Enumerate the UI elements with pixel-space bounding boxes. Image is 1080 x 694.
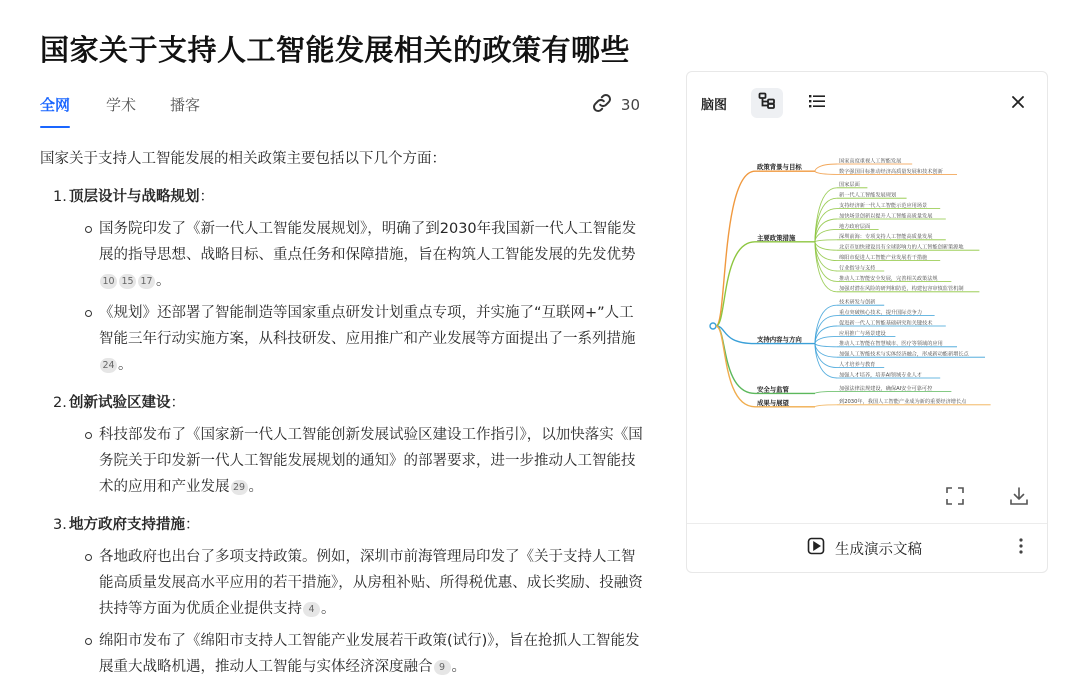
mindmap-branch-label[interactable]: 政策背景与目标: [757, 163, 802, 172]
mindmap-root-node: [710, 323, 716, 329]
mindmap-leaf-label[interactable]: 加强人才培养，培养AI领域专业人才: [839, 372, 922, 379]
mindmap-leaf-label[interactable]: 国家高度重视人工智能发展: [839, 158, 902, 165]
mindmap-leaf-label[interactable]: 绵阳市促进人工智能产业发展若干措施: [839, 255, 928, 261]
answer-intro: 国家关于支持人工智能发展的相关政策主要包括以下几个方面：: [40, 151, 446, 167]
item-text: 各地政府也出台了多项支持政策。例如，深圳市前海管理局印发了《关于支持人工智能高质量发展高水平应用的若干措施》，从房租补贴、所得税优惠、成长奖励、投融资扶持等方面为优质企业提供支持: [99, 549, 643, 617]
mindmap-branch-label[interactable]: 安全与监管: [757, 385, 789, 394]
mindmap-leaf-label[interactable]: 应用推广与场景建设: [839, 330, 886, 337]
more-options-button[interactable]: [1011, 536, 1031, 560]
mindmap-leaf-link: [815, 391, 837, 393]
mindmap-leaf-label[interactable]: 北京市加快建设具有全球影响力的人工智能创新策源地: [839, 244, 964, 251]
close-icon: [1011, 94, 1025, 113]
download-button[interactable]: [1005, 484, 1033, 512]
section-title: 创新试验区建设: [69, 395, 171, 411]
list-icon: [808, 92, 826, 114]
mindmap-leaf-label[interactable]: 重点突破核心技术，提升国际竞争力: [839, 310, 923, 316]
mindmap-leaf-label[interactable]: 加快场景创新以提升人工智能高质量发展: [839, 213, 933, 220]
mindmap-leaf-link: [815, 242, 837, 250]
section-number: 1.: [53, 189, 67, 205]
close-panel-button[interactable]: [1005, 90, 1031, 116]
mindmap-leaf-label[interactable]: 行业指导与支持: [839, 265, 876, 272]
mindmap-branch-label[interactable]: 成果与展望: [757, 398, 789, 407]
mindmap-leaf-label[interactable]: 促进新一代人工智能基础研究和关键技术: [839, 320, 933, 327]
mindmap-panel: [686, 71, 1048, 573]
mindmap-branch-link: [716, 171, 755, 326]
citation-badge[interactable]: 15: [119, 274, 136, 289]
section-heading: [40, 512, 646, 538]
item-end: 。: [248, 479, 263, 495]
page-title: 国家关于支持人工智能发展相关的政策有哪些: [40, 33, 631, 67]
item-end: 。: [451, 659, 466, 675]
section-number: 2.: [53, 395, 67, 411]
section-items: [40, 216, 646, 378]
section-heading: [40, 390, 646, 416]
mindmap-leaf-label[interactable]: 技术研发与创新: [839, 299, 876, 306]
generate-presentation-button[interactable]: [807, 537, 922, 559]
mindmap-leaf-label[interactable]: 深圳前海：专项支持人工智能高质量发展: [839, 234, 933, 241]
citation-badge[interactable]: 17: [138, 274, 155, 289]
sources-button[interactable]: [591, 92, 640, 118]
mindmap-branch-link: [716, 242, 755, 326]
citation-badge[interactable]: 9: [434, 660, 451, 675]
item-end: 。: [156, 273, 171, 289]
citation-badge[interactable]: 10: [100, 274, 117, 289]
list-item: [99, 628, 646, 680]
more-vertical-icon: [1019, 538, 1023, 558]
mindmap-leaf-label[interactable]: 加强对潜在风险的研判和防范，构建包容审慎监管机制: [839, 286, 964, 293]
mindmap-leaf-link: [815, 405, 837, 407]
mindmap-leaf-link: [815, 164, 837, 171]
section-items: [40, 422, 646, 500]
list-item: [99, 544, 646, 622]
mindmap-leaf-label[interactable]: 推动人工智能在智慧城市、医疗等领域的应用: [839, 341, 943, 348]
mindmap-leaf-label[interactable]: 地方政府层面: [839, 223, 871, 230]
mindmap-leaf-label[interactable]: 到2030年，我国人工智能产业成为新的重要经济增长点: [839, 399, 967, 406]
section-items: [40, 544, 646, 680]
item-text: 绵阳市发布了《绵阳市支持人工智能产业发展若干政策(试行)》，旨在抢抓人工智能发展重大战略机遇，推动人工智能与实体经济深度融合: [99, 633, 640, 675]
tab-mindmap[interactable]: 脑图: [700, 97, 727, 113]
mindmap-leaf-link: [815, 240, 837, 242]
item-text: 国务院印发了《新一代人工智能发展规划》，明确了到2030年我国新一代人工智能发展的指导思想、战略目标、重点任务和保障措施，旨在构筑人工智能发展的先发优势: [99, 221, 637, 263]
mindmap-leaf-label[interactable]: 支持经济新一代人工智能示范应用场景: [839, 203, 928, 209]
mindmap-view-button[interactable]: [751, 88, 783, 118]
mindmap-leaf-link: [815, 305, 837, 343]
source-tabs: [40, 92, 640, 132]
mindmap-leaf-label[interactable]: 推动人工智能安全发展，完善相关政策法规: [839, 275, 938, 282]
section-colon: ：: [185, 517, 200, 533]
mindmap-icon: [758, 92, 776, 114]
sources-count: 30: [620, 96, 640, 114]
mindmap-diagram[interactable]: [699, 134, 1039, 474]
mindmap-leaf-link: [815, 188, 837, 242]
list-item: [99, 216, 646, 294]
fullscreen-icon: [945, 486, 965, 510]
mindmap-leaf-label[interactable]: 加强法律法规建设，确保AI安全可靠可控: [839, 385, 933, 392]
list-item: [99, 300, 646, 378]
mindmap-leaf-label[interactable]: 数字强国目标推动经济高质量发展和技术创新: [839, 168, 943, 175]
mindmap-leaf-link: [815, 242, 837, 282]
panel-footer: [687, 523, 1047, 572]
citation-badge[interactable]: 4: [303, 602, 320, 617]
mindmap-leaf-link: [815, 344, 837, 347]
answer-body: [40, 146, 646, 686]
download-icon: [1009, 486, 1029, 510]
section-heading: [40, 184, 646, 210]
section-title: 顶层设计与战略规划: [69, 189, 200, 205]
section-colon: ：: [170, 395, 185, 411]
active-tab-indicator: [40, 126, 70, 128]
tab-academic[interactable]: 学术: [106, 96, 137, 114]
mindmap-leaf-link: [815, 171, 837, 174]
citation-badge[interactable]: 24: [100, 358, 117, 373]
mindmap-leaf-label[interactable]: 新一代人工智能发展规划: [839, 192, 897, 199]
section-colon: ：: [199, 189, 214, 205]
item-text: 《规划》还部署了智能制造等国家重点研发计划重点专项，并实施了“互联网+”人工智能三年行动实施方案，从科技研发、应用推广和产业发展等方面提出了一系列措施: [99, 305, 636, 347]
citation-badge[interactable]: 29: [231, 480, 248, 495]
tab-web[interactable]: 全网: [40, 96, 71, 114]
mindmap-branch-link: [716, 326, 755, 407]
list-item: [99, 422, 646, 500]
mindmap-leaf-label[interactable]: 人才培养与教育: [839, 362, 876, 368]
mindmap-leaf-label[interactable]: 加强人工智能技术与实体经济融合，形成新动能新增长点: [839, 351, 969, 358]
item-text: 科技部发布了《国家新一代人工智能创新发展试验区建设工作指引》，以加快落实《国务院关于印发新一代人工智能发展规划的通知》的部署要求，进一步推动人工智能技术的应用和产业发展: [99, 427, 643, 495]
tab-podcast[interactable]: 播客: [170, 96, 201, 114]
item-end: 。: [321, 601, 336, 617]
section-number: 3.: [53, 517, 67, 533]
mindmap-branch-label[interactable]: 主要政策措施: [757, 233, 796, 242]
outline-view-button[interactable]: [801, 88, 833, 118]
section-title: 地方政府支持措施: [69, 517, 185, 533]
mindmap-leaf-link: [815, 336, 837, 343]
mindmap-branch-label[interactable]: 支持内容与方向: [757, 335, 802, 344]
item-end: 。: [118, 357, 133, 373]
mindmap-leaf-link: [815, 344, 837, 378]
fullscreen-button[interactable]: [941, 484, 969, 512]
link-icon: [591, 92, 613, 118]
play-square-icon: [807, 537, 825, 559]
mindmap-leaf-label[interactable]: 国家层面: [839, 182, 860, 189]
generate-presentation-label: 生成演示文稿: [835, 541, 922, 558]
